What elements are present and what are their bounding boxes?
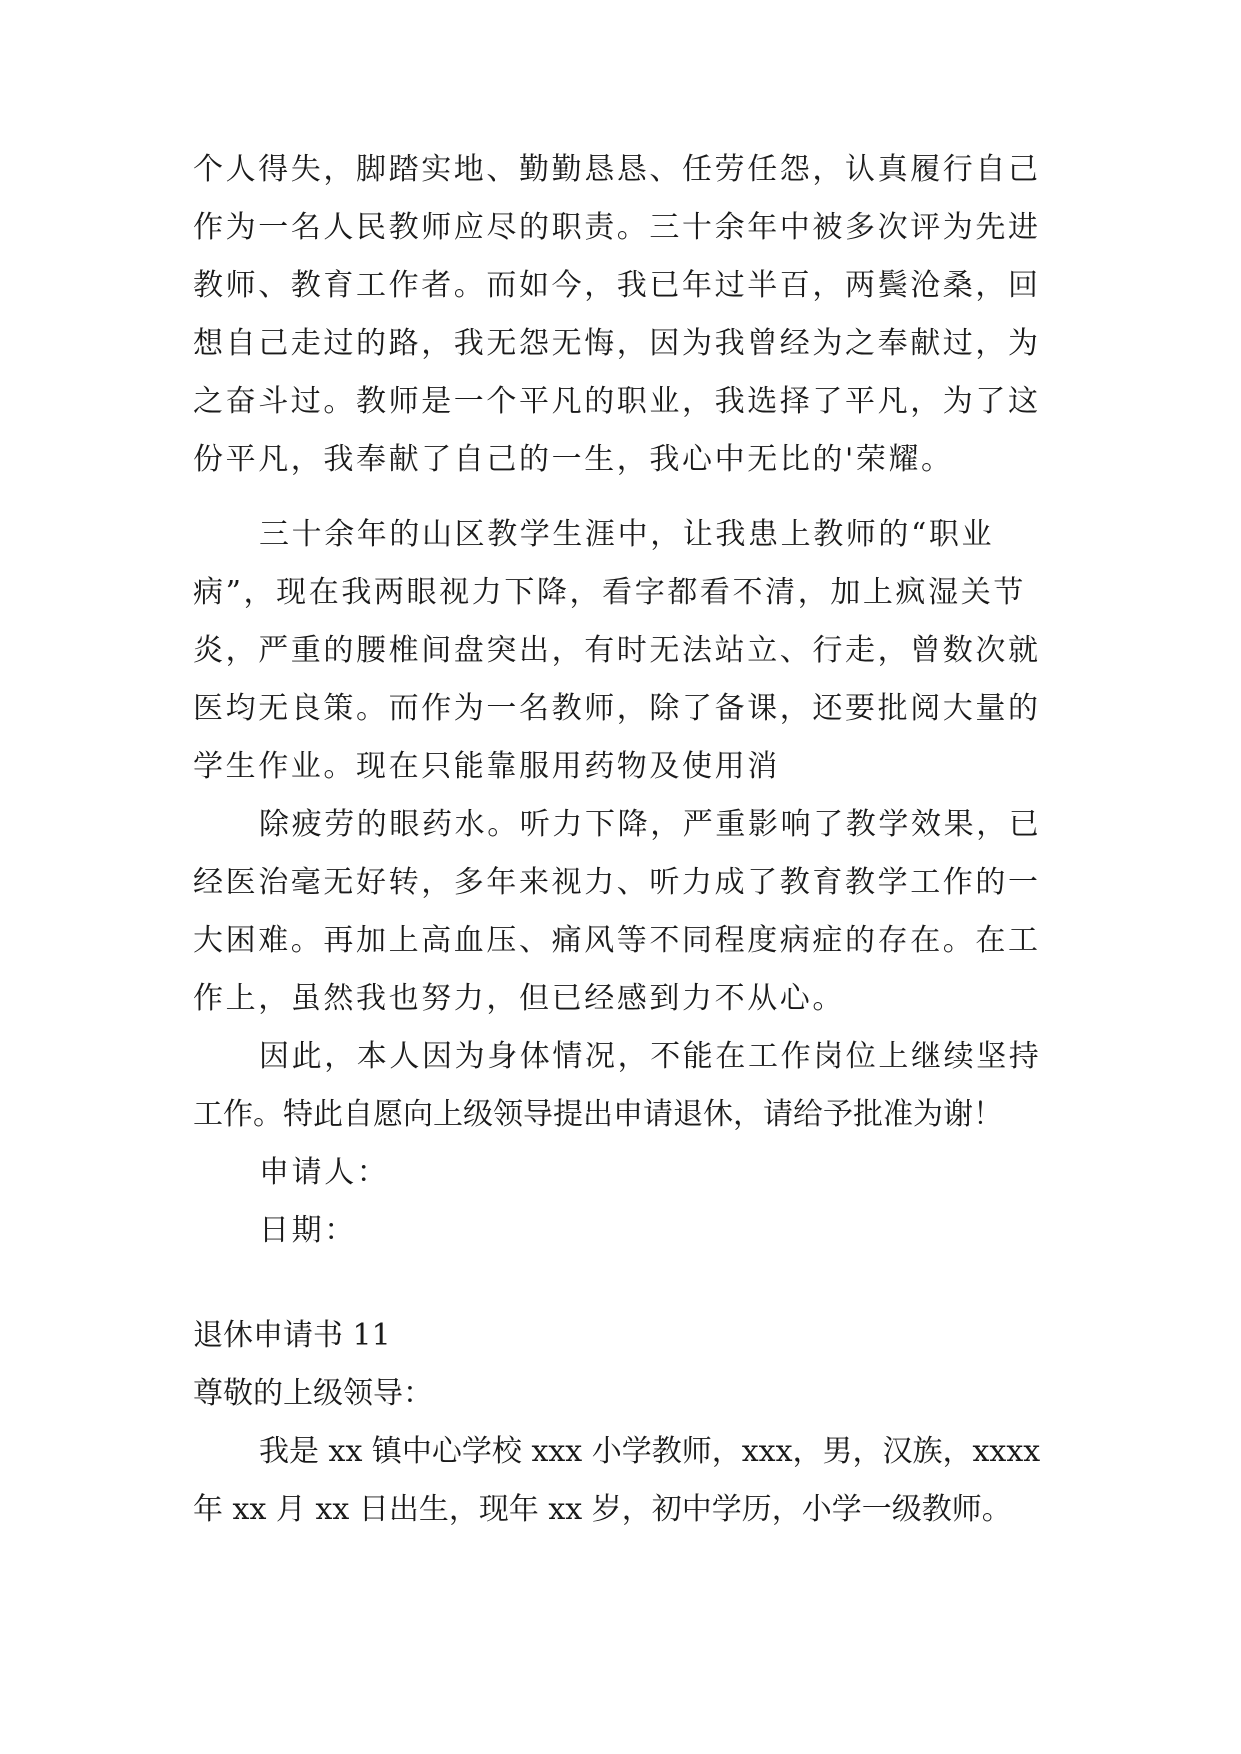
text-line: 病”，现在我两眼视力下降，看字都看不清，加上疯湿关节 [193, 575, 1026, 610]
text-line: 大困难。再加上高血压、痛风等不同程度病症的存在。在工 [193, 923, 1041, 958]
text-line: 医均无良策。而作为一名教师，除了备课，还要批阅大量的 [193, 691, 1041, 726]
salutation: 尊敬的上级领导： [193, 1376, 433, 1411]
text-line: 作为一名人民教师应尽的职责。三十余年中被多次评为先进 [193, 210, 1041, 245]
text-line: 工作。特此自愿向上级领导提出申请退休，请给予批准为谢！ [193, 1097, 1003, 1132]
text-line: 份平凡，我奉献了自己的一生，我心中无比的'荣耀。 [193, 442, 954, 477]
text-line: 之奋斗过。教师是一个平凡的职业，我选择了平凡，为了这 [193, 384, 1041, 419]
text-line: 经医治毫无好转，多年来视力、听力成了教育教学工作的一 [193, 865, 1041, 900]
text-line: 个人得失，脚踏实地、勤勤恳恳、任劳任怨，认真履行自己 [193, 152, 1041, 187]
text-line: 因此，本人因为身体情况，不能在工作岗位上继续坚持 [259, 1039, 1042, 1074]
section-title: 退休申请书 11 [193, 1318, 391, 1353]
text-line: 我是 xx 镇中心学校 xxx 小学教师，xxx，男，汉族，xxxx [259, 1434, 1041, 1469]
signature-applicant: 申请人： [259, 1155, 390, 1190]
text-line: 想自己走过的路，我无怨无悔，因为我曾经为之奉献过，为 [193, 326, 1041, 361]
text-line: 三十余年的山区教学生涯中，让我患上教师的“职业 [259, 517, 995, 552]
text-line: 作上，虽然我也努力，但已经感到力不从心。 [193, 981, 845, 1016]
signature-date: 日期： [259, 1213, 357, 1248]
text-line: 年 xx 月 xx 日出生，现年 xx 岁，初中学历，小学一级教师。 [193, 1492, 1012, 1527]
text-line: 学生作业。现在只能靠服用药物及使用消 [193, 749, 780, 784]
text-line: 除疲劳的眼药水。听力下降，严重影响了教学效果，已 [259, 807, 1042, 842]
text-line: 教师、教育工作者。而如今，我已年过半百，两鬓沧桑，回 [193, 268, 1041, 303]
text-line: 炎，严重的腰椎间盘突出，有时无法站立、行走，曾数次就 [193, 633, 1041, 668]
